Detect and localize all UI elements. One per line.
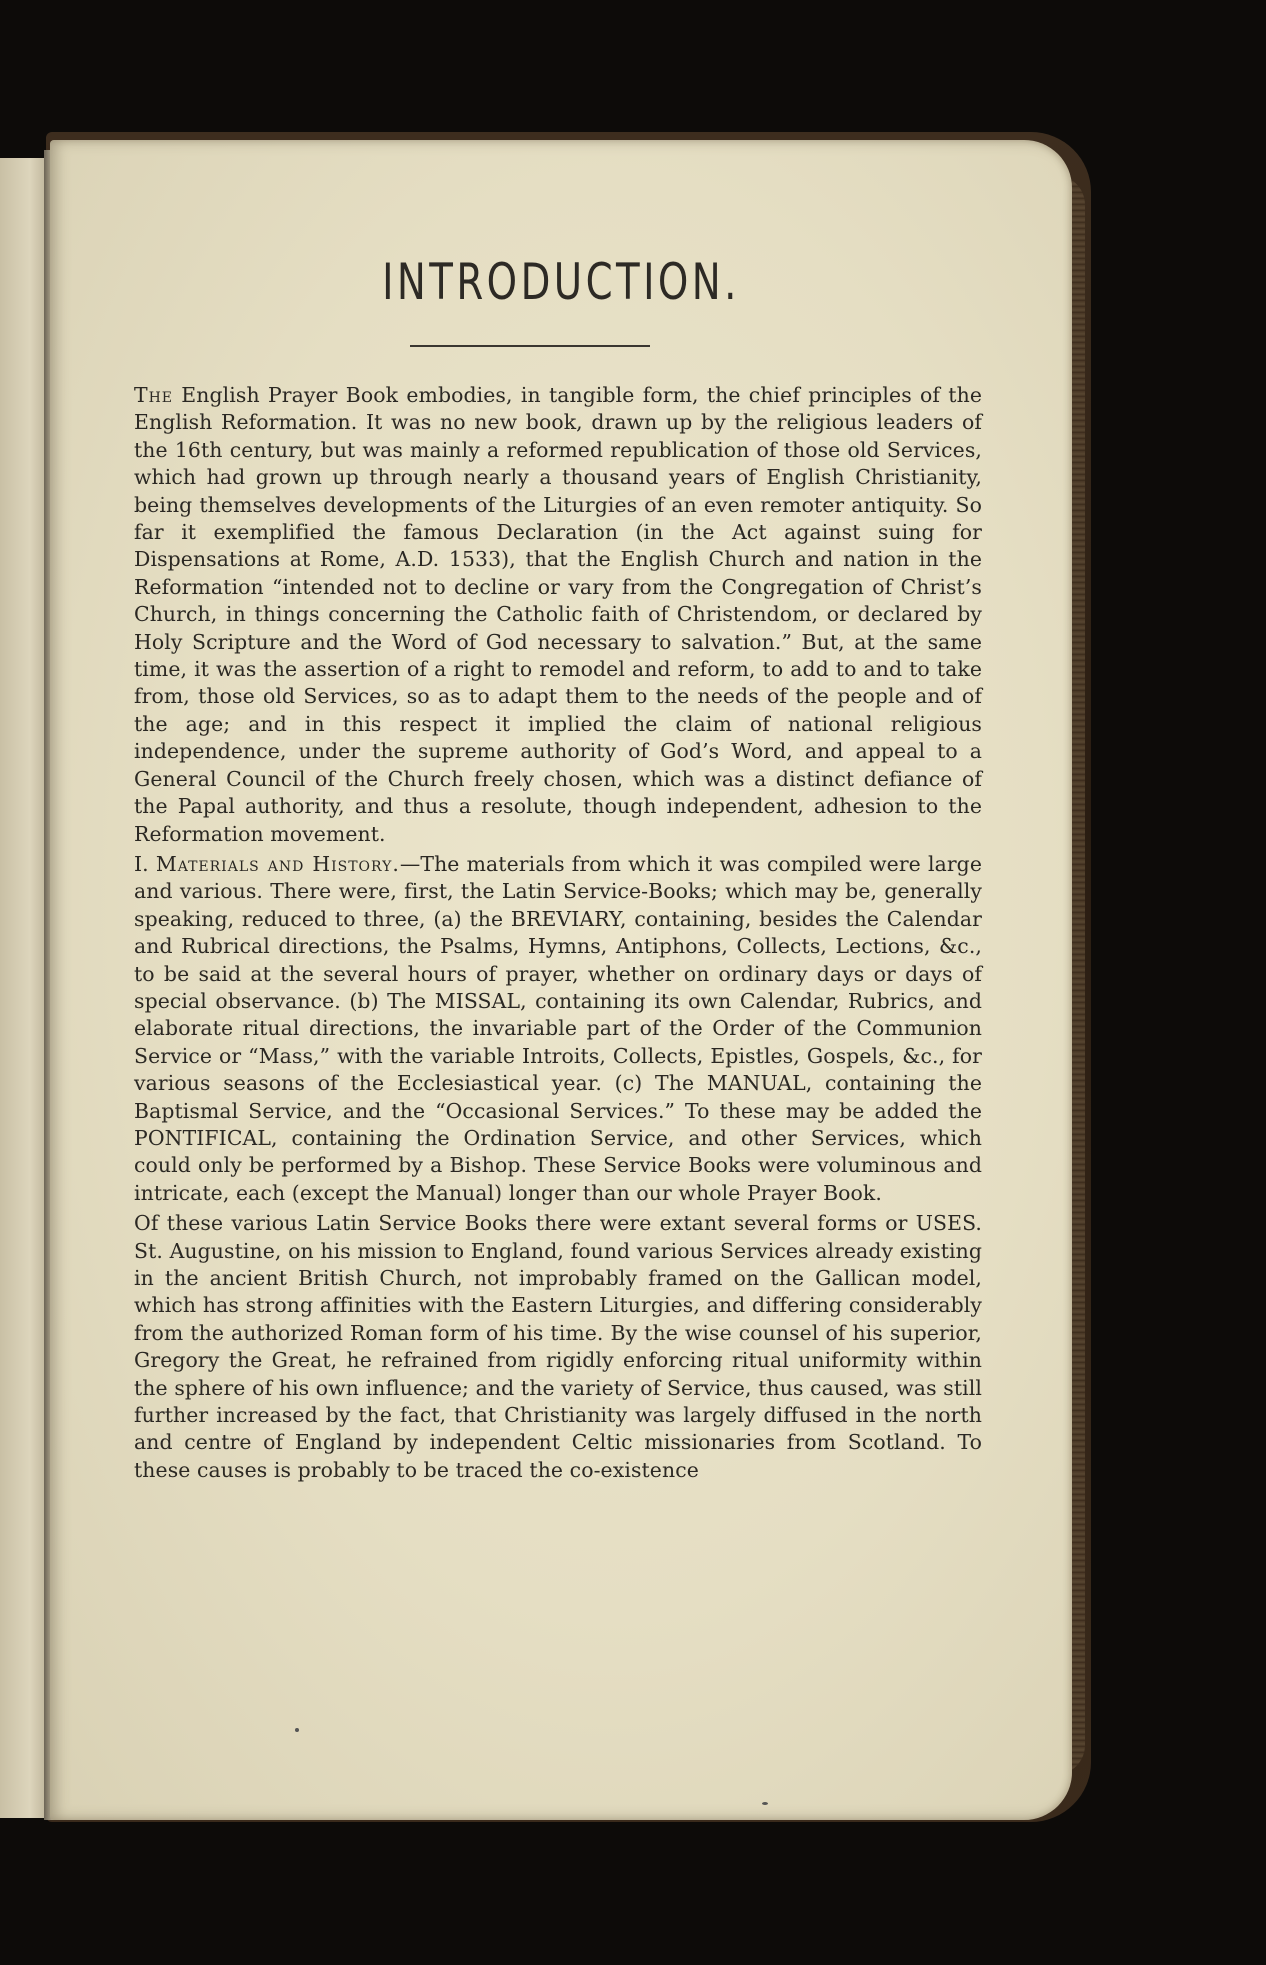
paragraph-1 — [134, 382, 982, 848]
paragraph-2-text: —The materials from which it was compiled were large and various. There were, first, the Latin Service-Books; which may be, generally speaking, reduced to three, (a) the BREVIARY, containing, besides the Calendar and Rubrical directions, the Psalms, Hymns, Antiphons, Collects, Lections, &c., to be said at the several hours of prayer, whether on ordinary days or days of special observance. (b) The MISSAL, containing its own Calendar, Rubrics, and elaborate ritual directions, the invariable part of the Order of the Communion Service or “Mass,” with the variable Introits, Collects, Epistles, Gospels, &c., for various seasons of the Ecclesiastical year. (c) The MANUAL, containing the Baptismal Service, and the “Occasional Services.” To these may be added the PONTIFICAL, containing the Ordination Service, and other Services, which could only be performed by a Bishop. These Service Books were voluminous and intricate, each (except the Manual) longer than our whole Prayer Book. — [134, 851, 983, 1205]
paragraph-3 — [134, 1210, 982, 1484]
page-speck — [762, 1802, 768, 1805]
page-heading: INTRODUCTION. — [382, 253, 740, 311]
paragraph-2-number: I. — [134, 851, 156, 876]
paragraph-3-text: Of these various Latin Service Books there were extant several forms or USES. St. Augustine, on his mission to England, found various Services already existing in the ancient British Church, not improbably framed on the Gallican model, which has strong affinities with the Eastern Liturgies, and differing considerably from the authorized Roman form of his time. By the wise counsel of his superior, Gregory the Great, he refrained from rigidly enforcing ritual uniformity within the sphere of his own influence; and the variety of Service, thus caused, was still further increased by the fact, that Christianity was largely diffused in the north and centre of England by independent Celtic missionaries from Scotland. To these causes is probably to be traced the co-existence — [134, 1211, 982, 1482]
book-page — [50, 140, 1072, 1820]
heading-rule — [410, 345, 650, 347]
paragraph-2-lead: Materials and History. — [155, 851, 400, 876]
paragraph-2 — [134, 851, 982, 1207]
previous-page-edge — [0, 158, 50, 1818]
page-body — [134, 382, 982, 1484]
paragraph-1-lead: The — [134, 383, 174, 407]
page-speck — [295, 1728, 299, 1732]
paragraph-1-text: English Prayer Book embodies, in tangible form, the chief principles of the English Reformation. It was no new book, drawn up by the religious leaders of the 16th century, but was mainly a reformed republication of those old Services, which had grown up through nearly a thousand years of English Christianity, being themselves developments of the Liturgies of an even remoter antiquity. So far it exemplified the famous Declaration (in the Act against suing for Dispensations at Rome, A.D. 1533), that the English Church and nation in the Reformation “intended not to decline or vary from the Congregation of Christ’s Church, in things concerning the Catholic faith of Christendom, or declared by Holy Scripture and the Word of God necessary to salvation.” But, at the same time, it was the assertion of a right to remodel and reform, to add to and to take from, those old Services, so as to adapt them to the needs of the people and of the age; and in this respect it implied the claim of national religious independence, under the supreme authority of God’s Word, and appeal to a General Council of the Church freely chosen, which was a distinct defiance of the Papal authority, and thus a resolute, though independent, adhesion to the Reformation movement. — [134, 383, 982, 846]
